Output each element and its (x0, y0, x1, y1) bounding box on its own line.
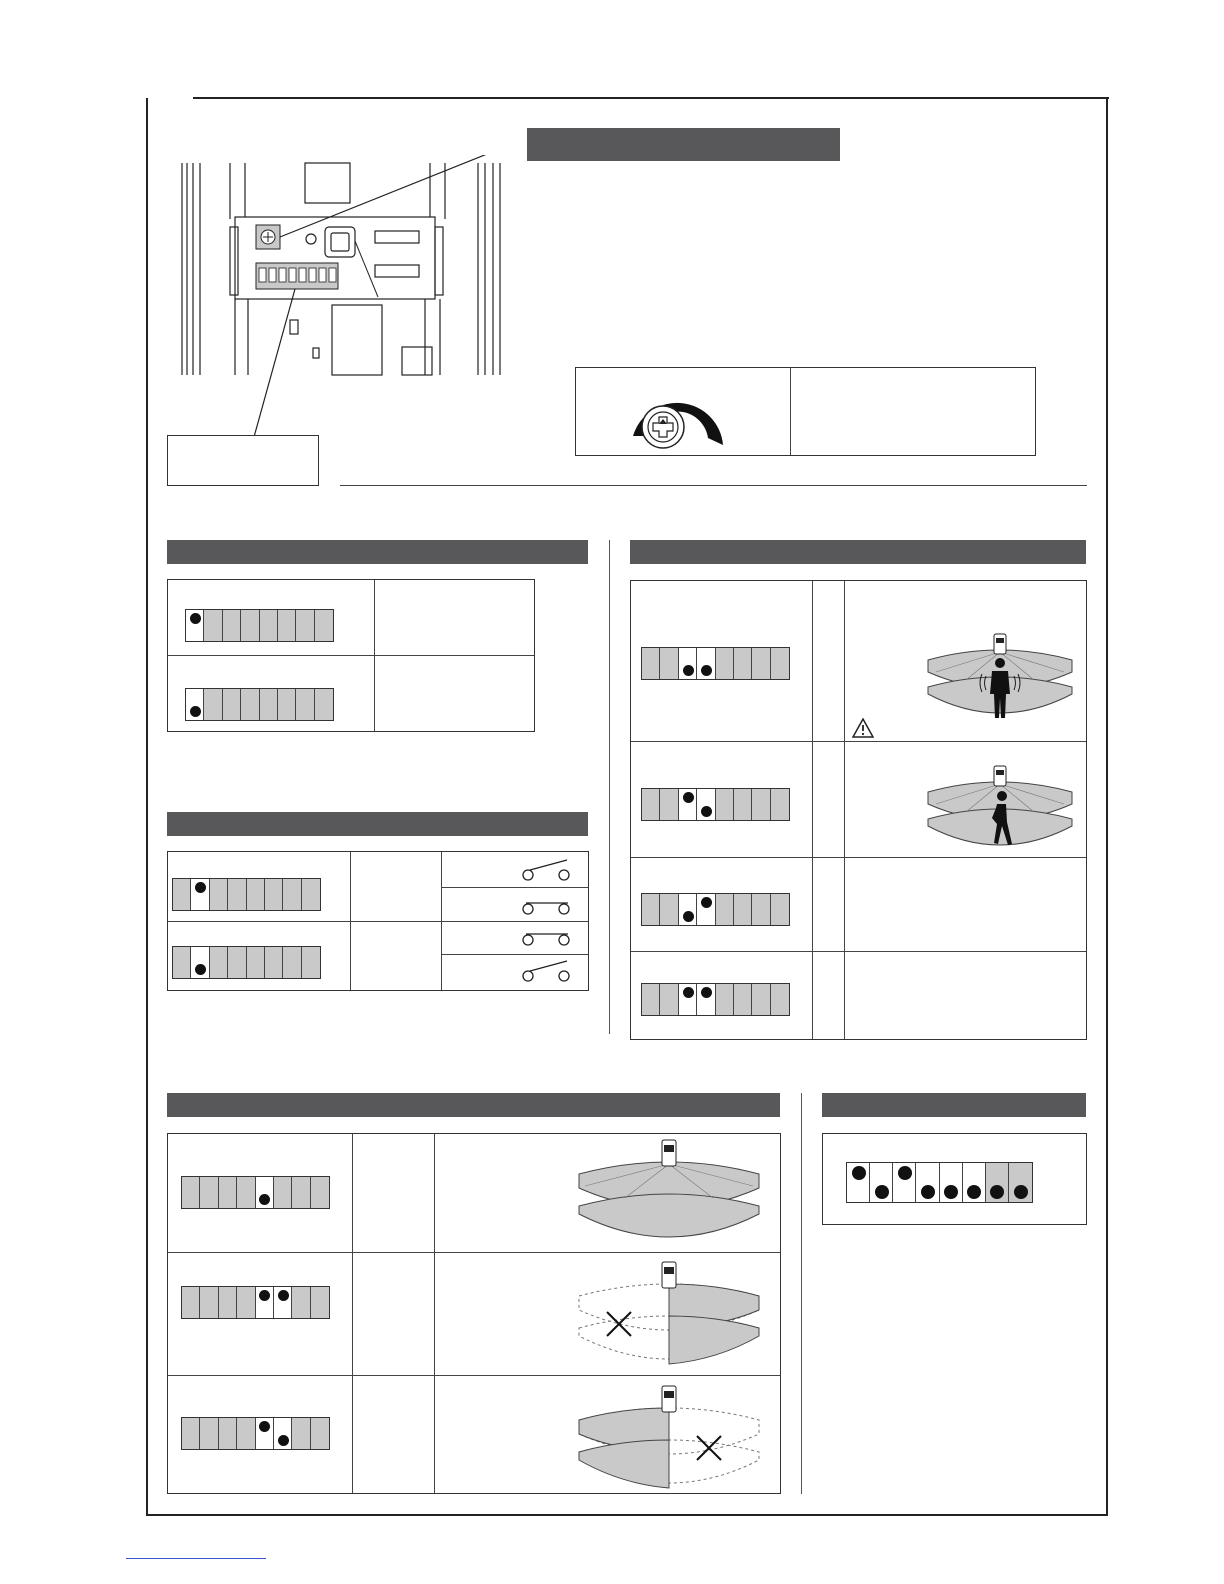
section3-switch-3 (641, 893, 790, 926)
dip-cell-5 (716, 789, 734, 820)
dip-cell-8 (771, 894, 789, 925)
dip-cell-1 (182, 1418, 200, 1449)
dip-cell-8 (311, 1418, 329, 1449)
dip-position-dot (701, 806, 712, 817)
dip-position-dot (967, 1185, 981, 1199)
dip-position-dot (683, 911, 694, 922)
dip-position-dot (852, 1166, 866, 1180)
dip-cell-6 (278, 610, 296, 641)
dip-position-dot (921, 1185, 935, 1199)
dip-cell-6 (274, 1418, 292, 1449)
dip-cell-7 (283, 947, 301, 978)
dip-cell-8 (302, 947, 320, 978)
right-area-detection-illustration (577, 1260, 761, 1370)
dip-cell-7 (292, 1418, 310, 1449)
dip-cell-4 (697, 789, 715, 820)
dip-cell-8 (311, 1177, 329, 1208)
rotation-knob-icon (620, 372, 730, 452)
dip-cell-1 (173, 947, 191, 978)
dip-cell-7 (292, 1177, 310, 1208)
dip-cell-4 (697, 894, 715, 925)
dip-cell-5 (716, 648, 734, 679)
dip-position-dot (190, 706, 201, 717)
section3-switch-4 (641, 983, 790, 1016)
dip-cell-3 (679, 894, 697, 925)
dip-cell-5 (716, 894, 734, 925)
dip-cell-7 (752, 789, 770, 820)
dip-cell-6 (734, 984, 752, 1015)
dip-cell-8 (771, 648, 789, 679)
section5-switch-default (846, 1162, 1033, 1203)
dip-cell-2 (200, 1418, 218, 1449)
middle-separator (609, 540, 610, 1034)
dip-cell-1 (642, 648, 660, 679)
dip-cell-7 (296, 689, 314, 720)
dip-cell-4 (241, 610, 259, 641)
dip-cell-4 (241, 689, 259, 720)
dip-cell-1 (847, 1163, 870, 1202)
dip-cell-3 (219, 1418, 237, 1449)
dip-position-dot (701, 987, 712, 998)
dip-cell-7 (752, 648, 770, 679)
dip-cell-7 (292, 1287, 310, 1318)
dip-cell-2 (200, 1177, 218, 1208)
dip-cell-8 (771, 984, 789, 1015)
dip-cell-6 (265, 879, 283, 910)
dip-cell-1 (182, 1177, 200, 1208)
section3-col-divider-2 (844, 581, 845, 1039)
dip-cell-4 (697, 648, 715, 679)
dip-cell-5 (256, 1287, 274, 1318)
dip-position-dot (278, 1435, 289, 1446)
dip-cell-4 (237, 1287, 255, 1318)
section3-header (630, 540, 1086, 564)
dip-cell-6 (734, 789, 752, 820)
section3-row-divider-3 (631, 951, 1086, 952)
dip-cell-5 (260, 689, 278, 720)
dip-position-dot (990, 1185, 1004, 1199)
dip-cell-8 (315, 610, 333, 641)
relay-contact-symbols (512, 852, 582, 990)
dip-cell-2 (660, 984, 678, 1015)
dip-cell-7 (296, 610, 314, 641)
dip-cell-1 (642, 789, 660, 820)
section1-switch-2 (185, 688, 334, 721)
dip-cell-3 (219, 1287, 237, 1318)
dip-cell-6 (734, 894, 752, 925)
dip-cell-3 (223, 610, 241, 641)
dip-cell-8 (315, 689, 333, 720)
section4-col-divider-1 (352, 1134, 353, 1493)
top-divider (340, 485, 1087, 486)
section4-switch-2 (181, 1286, 330, 1319)
dip-position-dot (701, 665, 712, 676)
dip-position-dot (683, 987, 694, 998)
dip-cell-4 (697, 984, 715, 1015)
section1-header (167, 540, 588, 564)
dip-cell-8 (1009, 1163, 1032, 1202)
dip-position-dot (195, 882, 206, 893)
section4-switch-3 (181, 1417, 330, 1450)
dip-cell-3 (210, 879, 228, 910)
section4-row-divider-2 (168, 1375, 780, 1376)
dip-position-dot (1014, 1185, 1028, 1199)
dip-cell-1 (642, 984, 660, 1015)
dip-cell-7 (986, 1163, 1009, 1202)
section3-row-divider-1 (631, 741, 1086, 742)
section5-header (822, 1093, 1086, 1117)
dip-cell-3 (223, 689, 241, 720)
dip-cell-1 (642, 894, 660, 925)
dip-cell-4 (237, 1177, 255, 1208)
dip-cell-1 (173, 879, 191, 910)
dip-cell-8 (302, 879, 320, 910)
dip-cell-4 (916, 1163, 939, 1202)
section2-switch-2 (172, 946, 321, 979)
dip-cell-5 (256, 1418, 274, 1449)
motion-detection-illustration (926, 764, 1074, 854)
footer-link[interactable] (126, 1558, 266, 1559)
dip-position-dot (190, 613, 201, 624)
dip-cell-6 (963, 1163, 986, 1202)
dip-cell-2 (660, 789, 678, 820)
section2-switch-1 (172, 878, 321, 911)
section3-switch-2 (641, 788, 790, 821)
section4-header (167, 1093, 780, 1117)
dip-position-dot (278, 1290, 289, 1301)
dip-position-dot (259, 1194, 270, 1205)
dip-cell-6 (278, 689, 296, 720)
dip-cell-2 (204, 610, 222, 641)
callout-bar (527, 128, 840, 161)
dip-cell-5 (247, 879, 265, 910)
dip-cell-5 (247, 947, 265, 978)
section3-col-divider-1 (812, 581, 813, 1039)
dip-cell-4 (237, 1418, 255, 1449)
dip-cell-7 (283, 879, 301, 910)
dip-cell-5 (256, 1177, 274, 1208)
dip-cell-2 (191, 947, 209, 978)
dip-position-dot (898, 1166, 912, 1180)
dip-position-dot (683, 665, 694, 676)
dip-cell-1 (186, 610, 204, 641)
section4-switch-1 (181, 1176, 330, 1209)
dip-cell-5 (260, 610, 278, 641)
dip-cell-8 (771, 789, 789, 820)
dip-cell-6 (274, 1177, 292, 1208)
section4-col-divider-2 (434, 1134, 435, 1493)
warning-icon (852, 718, 874, 738)
dip-cell-2 (660, 648, 678, 679)
dip-cell-4 (228, 879, 246, 910)
adjust-box-divider (790, 368, 791, 455)
dip-position-dot (944, 1185, 958, 1199)
dip-cell-2 (660, 894, 678, 925)
dip-cell-6 (274, 1287, 292, 1318)
dip-position-dot (683, 792, 694, 803)
dip-cell-1 (182, 1287, 200, 1318)
dip-cell-2 (870, 1163, 893, 1202)
section1-switch-1 (185, 609, 334, 642)
dip-position-dot (259, 1290, 270, 1301)
dip-cell-3 (210, 947, 228, 978)
dip-position-dot (259, 1421, 270, 1432)
bottom-separator (801, 1093, 802, 1494)
dip-cell-3 (893, 1163, 916, 1202)
dip-cell-3 (679, 984, 697, 1015)
section2-header (167, 812, 588, 836)
dip-position-dot (701, 897, 712, 908)
dip-cell-2 (191, 879, 209, 910)
dip-cell-5 (940, 1163, 963, 1202)
dip-position-dot (195, 964, 206, 975)
dip-cell-8 (311, 1287, 329, 1318)
dip-cell-7 (752, 894, 770, 925)
dip-cell-1 (186, 689, 204, 720)
section1-row-divider (168, 655, 534, 656)
dip-cell-4 (228, 947, 246, 978)
dip-cell-2 (200, 1287, 218, 1318)
dip-cell-5 (716, 984, 734, 1015)
left-area-detection-illustration (577, 1384, 761, 1494)
dip-cell-6 (734, 648, 752, 679)
dip-switch-label-box (167, 435, 319, 486)
dip-cell-6 (265, 947, 283, 978)
section3-switch-1 (641, 647, 790, 680)
section4-row-divider-1 (168, 1252, 780, 1253)
dip-position-dot (875, 1185, 889, 1199)
full-area-detection-illustration (577, 1138, 761, 1248)
dip-cell-7 (752, 984, 770, 1015)
presence-detection-illustration (926, 632, 1074, 722)
dip-cell-2 (204, 689, 222, 720)
section3-row-divider-2 (631, 857, 1086, 858)
dip-cell-3 (679, 648, 697, 679)
dip-cell-3 (679, 789, 697, 820)
dip-cell-3 (219, 1177, 237, 1208)
